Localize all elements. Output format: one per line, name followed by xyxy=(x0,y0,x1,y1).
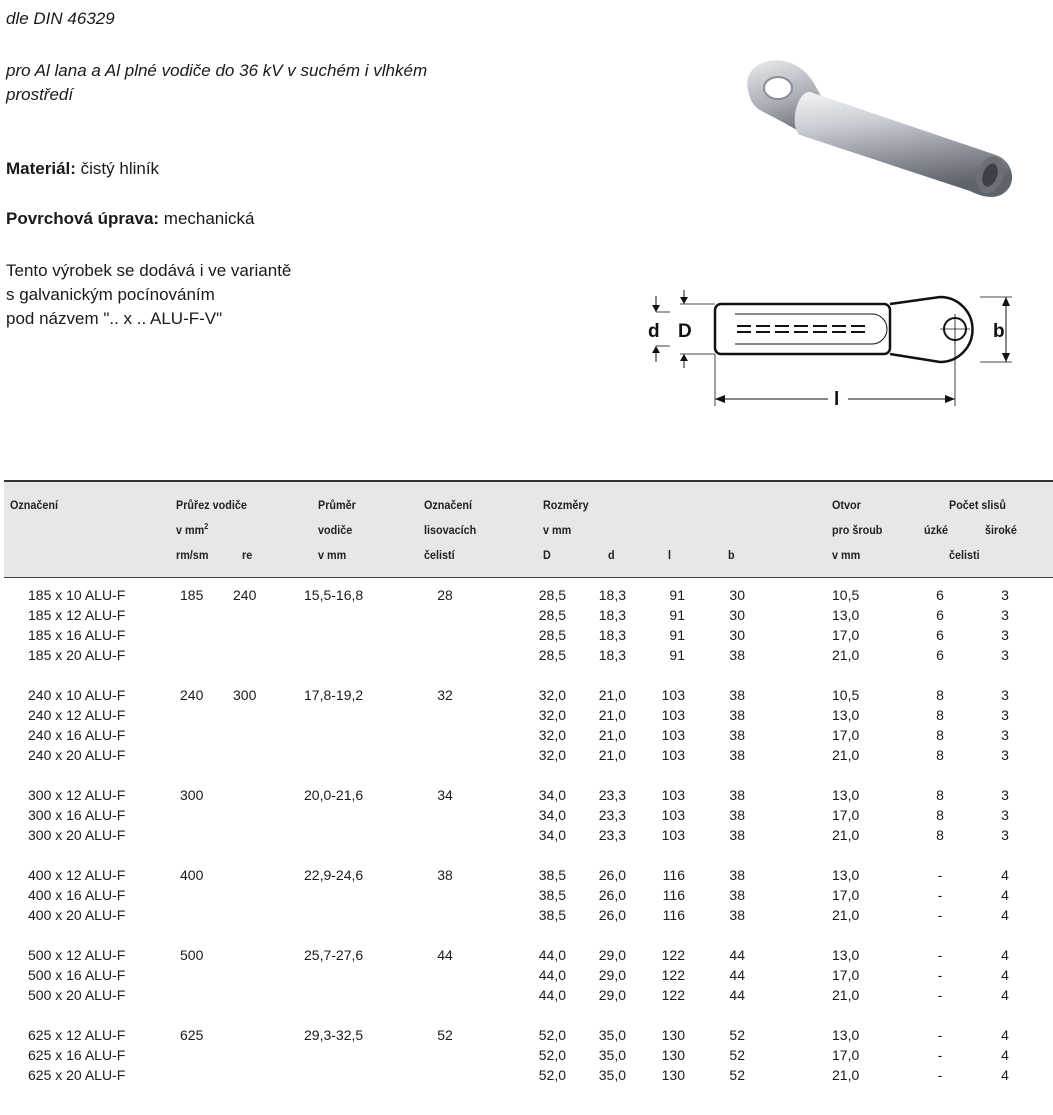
cell-otvor: 17,0 xyxy=(832,727,860,743)
cell-otvor: 10,5 xyxy=(832,587,860,603)
cell-siroke: 4 xyxy=(1001,1027,1009,1043)
cell-b: 30 xyxy=(729,627,745,643)
cell-otvor: 17,0 xyxy=(832,807,860,823)
cell-otvor: 17,0 xyxy=(832,627,860,643)
cell-l: 103 xyxy=(661,747,685,763)
cell-D: 32,0 xyxy=(538,747,566,763)
cell-otvor: 13,0 xyxy=(832,607,860,623)
cell-otvor: 17,0 xyxy=(832,887,860,903)
header-oznaceni-celisti-1: Označení xyxy=(424,498,473,512)
surface-value: mechanická xyxy=(159,209,255,228)
cell-uzke: - xyxy=(937,1047,943,1063)
table-row xyxy=(0,685,1053,705)
table-row xyxy=(0,585,1053,605)
table-row xyxy=(0,645,1053,665)
cell-uzke: 8 xyxy=(936,747,944,763)
cell-b: 38 xyxy=(729,747,745,763)
dimension-drawing xyxy=(640,282,1040,412)
header-D: D xyxy=(543,548,551,562)
cell-l: 103 xyxy=(661,807,685,823)
cell-b: 52 xyxy=(729,1047,745,1063)
group-celisti: 28 xyxy=(437,587,453,603)
purpose-line-1: pro Al lana a Al plné vodiče do 36 kV v suchém i vlhkém xyxy=(6,61,428,80)
header-otvor-2: pro šroub xyxy=(832,523,883,537)
cell-l: 91 xyxy=(669,607,685,623)
header-celisti: čelisti xyxy=(949,548,980,562)
cell-D: 34,0 xyxy=(538,807,566,823)
cell-siroke: 3 xyxy=(1001,807,1009,823)
cell-siroke: 4 xyxy=(1001,967,1009,983)
cell-l: 130 xyxy=(661,1067,685,1083)
cell-otvor: 21,0 xyxy=(832,827,860,843)
cell-D: 32,0 xyxy=(538,687,566,703)
table-row xyxy=(0,725,1053,745)
variant-line-2: s galvanickým pocínováním xyxy=(6,285,215,304)
cell-uzke: - xyxy=(937,967,943,983)
cell-otvor: 21,0 xyxy=(832,1067,860,1083)
group-rmsm: 625 xyxy=(180,1027,204,1043)
group-rmsm: 240 xyxy=(180,687,204,703)
table-row xyxy=(0,705,1053,725)
cell-b: 30 xyxy=(729,607,745,623)
cell-D: 28,5 xyxy=(538,587,566,603)
cell-l: 116 xyxy=(662,887,685,903)
table-row xyxy=(0,805,1053,825)
cell-d: 29,0 xyxy=(598,947,626,963)
cell-otvor: 13,0 xyxy=(832,867,860,883)
cell-d: 21,0 xyxy=(598,687,626,703)
cell-D: 34,0 xyxy=(538,787,566,803)
cell-b: 30 xyxy=(729,587,745,603)
cell-siroke: 3 xyxy=(1001,747,1009,763)
header-prurez: Průřez vodiče xyxy=(176,498,247,512)
header-pocet: Počet slisů xyxy=(949,498,1007,512)
cell-l: 116 xyxy=(662,867,685,883)
table-header xyxy=(4,480,1053,578)
cell-uzke: 6 xyxy=(936,627,944,643)
cell-uzke: - xyxy=(937,907,943,923)
surface-label: Povrchová úprava: xyxy=(6,209,160,228)
group-celisti: 52 xyxy=(437,1027,453,1043)
cell-code: 400 x 20 ALU-F xyxy=(28,907,126,923)
cell-siroke: 3 xyxy=(1001,707,1009,723)
cell-uzke: - xyxy=(937,987,943,1003)
table-row xyxy=(0,605,1053,625)
surface-line xyxy=(6,208,255,230)
cell-code: 240 x 16 ALU-F xyxy=(28,727,126,743)
cell-d: 21,0 xyxy=(598,747,626,763)
cell-code: 400 x 12 ALU-F xyxy=(28,867,126,883)
purpose-line-2: prostředí xyxy=(6,85,74,104)
cell-D: 44,0 xyxy=(538,967,566,983)
group-rmsm: 500 xyxy=(180,947,204,963)
group-prumer: 22,9-24,6 xyxy=(304,867,364,883)
cell-code: 500 x 12 ALU-F xyxy=(28,947,126,963)
cell-D: 28,5 xyxy=(538,607,566,623)
cell-l: 130 xyxy=(661,1027,685,1043)
table-row xyxy=(0,965,1053,985)
cable-lug-photo xyxy=(738,55,1018,205)
variant-line-3: pod názvem ".. x .. ALU-F-V" xyxy=(6,309,223,328)
cell-b: 44 xyxy=(729,987,745,1003)
cell-uzke: 6 xyxy=(936,607,944,623)
cell-siroke: 3 xyxy=(1001,787,1009,803)
group-prumer: 17,8-19,2 xyxy=(304,687,364,703)
cell-d: 21,0 xyxy=(598,707,626,723)
cell-siroke: 3 xyxy=(1001,687,1009,703)
cell-code: 240 x 12 ALU-F xyxy=(28,707,126,723)
cell-otvor: 13,0 xyxy=(832,787,860,803)
cell-b: 38 xyxy=(729,907,745,923)
header-otvor: Otvor xyxy=(832,498,861,512)
cell-siroke: 4 xyxy=(1001,887,1009,903)
cell-b: 38 xyxy=(729,727,745,743)
cell-d: 29,0 xyxy=(598,967,626,983)
cell-siroke: 4 xyxy=(1001,987,1009,1003)
table-row xyxy=(0,865,1053,885)
cell-d: 18,3 xyxy=(598,587,626,603)
table-row xyxy=(0,1045,1053,1065)
variant-line-1: Tento výrobek se dodává i ve variantě xyxy=(6,261,292,280)
header-rozmery-unit: v mm xyxy=(543,523,572,537)
cell-l: 122 xyxy=(661,987,685,1003)
cell-d: 35,0 xyxy=(598,1067,626,1083)
group-rmsm: 400 xyxy=(180,867,204,883)
group-celisti: 32 xyxy=(437,687,453,703)
cell-l: 103 xyxy=(661,787,685,803)
cell-d: 23,3 xyxy=(598,787,626,803)
cell-uzke: - xyxy=(937,1067,943,1083)
table-row xyxy=(0,885,1053,905)
cell-b: 38 xyxy=(729,687,745,703)
header-prumer-2: vodiče xyxy=(318,523,353,537)
cell-d: 26,0 xyxy=(598,867,626,883)
cell-code: 625 x 20 ALU-F xyxy=(28,1067,126,1083)
group-re: 300 xyxy=(233,687,257,703)
cell-l: 91 xyxy=(669,587,685,603)
dim-label-d: d xyxy=(648,321,660,342)
cell-code: 240 x 20 ALU-F xyxy=(28,747,126,763)
header-b: b xyxy=(728,548,735,562)
cell-d: 18,3 xyxy=(598,607,626,623)
cell-otvor: 10,5 xyxy=(832,687,860,703)
group-prumer: 15,5-16,8 xyxy=(304,587,364,603)
cell-D: 38,5 xyxy=(538,867,566,883)
cell-code: 500 x 16 ALU-F xyxy=(28,967,126,983)
cell-otvor: 21,0 xyxy=(832,987,860,1003)
material-line xyxy=(6,158,159,180)
cell-d: 26,0 xyxy=(598,907,626,923)
cell-otvor: 13,0 xyxy=(832,1027,860,1043)
cell-d: 21,0 xyxy=(598,727,626,743)
cell-code: 625 x 12 ALU-F xyxy=(28,1027,126,1043)
group-prumer: 20,0-21,6 xyxy=(304,787,364,803)
cell-l: 116 xyxy=(662,907,685,923)
cell-siroke: 3 xyxy=(1001,727,1009,743)
header-otvor-unit: v mm xyxy=(832,548,861,562)
cell-otvor: 21,0 xyxy=(832,747,860,763)
group-celisti: 34 xyxy=(437,787,453,803)
cell-l: 130 xyxy=(661,1047,685,1063)
cell-l: 103 xyxy=(661,707,685,723)
cell-uzke: - xyxy=(937,947,943,963)
cell-siroke: 4 xyxy=(1001,1047,1009,1063)
header-oznaceni-celisti-3: čelistí xyxy=(424,548,455,562)
cell-siroke: 4 xyxy=(1001,1067,1009,1083)
group-rmsm: 300 xyxy=(180,787,204,803)
cell-D: 38,5 xyxy=(538,887,566,903)
table-row xyxy=(0,905,1053,925)
cell-d: 35,0 xyxy=(598,1027,626,1043)
cell-code: 185 x 16 ALU-F xyxy=(28,627,126,643)
group-prumer: 25,7-27,6 xyxy=(304,947,364,963)
header-oznaceni: Označení xyxy=(10,498,59,512)
cell-siroke: 3 xyxy=(1001,607,1009,623)
header-rmsm: rm/sm xyxy=(176,548,209,562)
cell-uzke: - xyxy=(937,1027,943,1043)
cell-otvor: 21,0 xyxy=(832,907,860,923)
group-celisti: 44 xyxy=(437,947,453,963)
cell-uzke: 8 xyxy=(936,827,944,843)
cell-l: 103 xyxy=(661,727,685,743)
cell-uzke: 8 xyxy=(936,807,944,823)
cell-D: 44,0 xyxy=(538,947,566,963)
cell-D: 34,0 xyxy=(538,827,566,843)
header-uzke: úzké xyxy=(924,523,949,537)
table-row xyxy=(0,1025,1053,1045)
cell-otvor: 17,0 xyxy=(832,1047,860,1063)
cell-d: 23,3 xyxy=(598,827,626,843)
header-prumer: Průměr xyxy=(318,498,356,512)
cell-siroke: 4 xyxy=(1001,867,1009,883)
cell-d: 26,0 xyxy=(598,887,626,903)
group-re: 240 xyxy=(233,587,257,603)
cell-uzke: 8 xyxy=(936,787,944,803)
cell-siroke: 4 xyxy=(1001,907,1009,923)
cell-D: 28,5 xyxy=(538,647,566,663)
cell-code: 300 x 16 ALU-F xyxy=(28,807,126,823)
cell-D: 32,0 xyxy=(538,707,566,723)
cell-uzke: 6 xyxy=(936,587,944,603)
dim-label-D: D xyxy=(678,321,692,342)
cell-otvor: 17,0 xyxy=(832,967,860,983)
header-rozmery: Rozměry xyxy=(543,498,589,512)
table-row xyxy=(0,945,1053,965)
cell-d: 18,3 xyxy=(598,627,626,643)
cell-siroke: 3 xyxy=(1001,627,1009,643)
cell-b: 44 xyxy=(729,967,745,983)
cell-D: 52,0 xyxy=(538,1027,566,1043)
cell-l: 103 xyxy=(661,827,685,843)
header-oznaceni-celisti-2: lisovacích xyxy=(424,523,477,537)
cell-b: 38 xyxy=(729,647,745,663)
cell-b: 38 xyxy=(729,827,745,843)
header-prurez-unit: v $mm^2$ xyxy=(176,522,209,537)
header-d: d xyxy=(608,548,615,562)
cell-uzke: - xyxy=(937,867,943,883)
cell-code: 240 x 10 ALU-F xyxy=(28,687,126,703)
table-row xyxy=(0,985,1053,1005)
group-celisti: 38 xyxy=(437,867,453,883)
cell-b: 38 xyxy=(729,867,745,883)
cell-l: 122 xyxy=(661,947,685,963)
cell-uzke: 8 xyxy=(936,707,944,723)
header-re: re xyxy=(242,548,253,562)
cell-D: 44,0 xyxy=(538,987,566,1003)
cell-d: 18,3 xyxy=(598,647,626,663)
cell-code: 185 x 20 ALU-F xyxy=(28,647,126,663)
cell-b: 52 xyxy=(729,1067,745,1083)
cell-siroke: 3 xyxy=(1001,827,1009,843)
group-prumer: 29,3-32,5 xyxy=(304,1027,364,1043)
standard-reference: dle DIN 46329 xyxy=(6,9,115,28)
cell-b: 38 xyxy=(729,707,745,723)
table-row xyxy=(0,1065,1053,1085)
cell-otvor: 13,0 xyxy=(832,707,860,723)
header-siroke: široké xyxy=(985,523,1017,537)
cell-code: 500 x 20 ALU-F xyxy=(28,987,126,1003)
cell-code: 185 x 12 ALU-F xyxy=(28,607,126,623)
cell-uzke: 8 xyxy=(936,727,944,743)
cell-D: 28,5 xyxy=(538,627,566,643)
cell-b: 38 xyxy=(729,887,745,903)
table-row xyxy=(0,825,1053,845)
cell-d: 29,0 xyxy=(598,987,626,1003)
cell-code: 625 x 16 ALU-F xyxy=(28,1047,126,1063)
cell-l: 122 xyxy=(661,967,685,983)
cell-l: 103 xyxy=(661,687,685,703)
cell-uzke: 8 xyxy=(936,687,944,703)
cell-D: 38,5 xyxy=(538,907,566,923)
cell-b: 44 xyxy=(729,947,745,963)
cell-D: 52,0 xyxy=(538,1067,566,1083)
cell-code: 400 x 16 ALU-F xyxy=(28,887,126,903)
material-value: čistý hliník xyxy=(75,159,160,178)
cell-D: 52,0 xyxy=(538,1047,566,1063)
cell-siroke: 4 xyxy=(1001,947,1009,963)
cell-uzke: - xyxy=(937,887,943,903)
cell-otvor: 21,0 xyxy=(832,647,860,663)
cell-D: 32,0 xyxy=(538,727,566,743)
cell-siroke: 3 xyxy=(1001,647,1009,663)
material-label: Materiál: xyxy=(6,159,76,178)
cell-l: 91 xyxy=(669,647,685,663)
dim-label-b: b xyxy=(993,321,1005,342)
cell-b: 52 xyxy=(729,1027,745,1043)
cell-siroke: 3 xyxy=(1001,587,1009,603)
cell-code: 300 x 12 ALU-F xyxy=(28,787,126,803)
table-row xyxy=(0,785,1053,805)
table-row xyxy=(0,625,1053,645)
table-row xyxy=(0,745,1053,765)
header-prumer-unit: v mm xyxy=(318,548,347,562)
dim-label-l: l xyxy=(834,389,840,410)
cell-d: 35,0 xyxy=(598,1047,626,1063)
header-l: l xyxy=(668,548,672,562)
cell-uzke: 6 xyxy=(936,647,944,663)
cell-code: 300 x 20 ALU-F xyxy=(28,827,126,843)
cell-otvor: 13,0 xyxy=(832,947,860,963)
cell-b: 38 xyxy=(729,807,745,823)
group-rmsm: 185 xyxy=(180,587,204,603)
cell-code: 185 x 10 ALU-F xyxy=(28,587,126,603)
cell-d: 23,3 xyxy=(598,807,626,823)
cell-b: 38 xyxy=(729,787,745,803)
cell-l: 91 xyxy=(669,627,685,643)
table-body xyxy=(0,585,1053,1095)
